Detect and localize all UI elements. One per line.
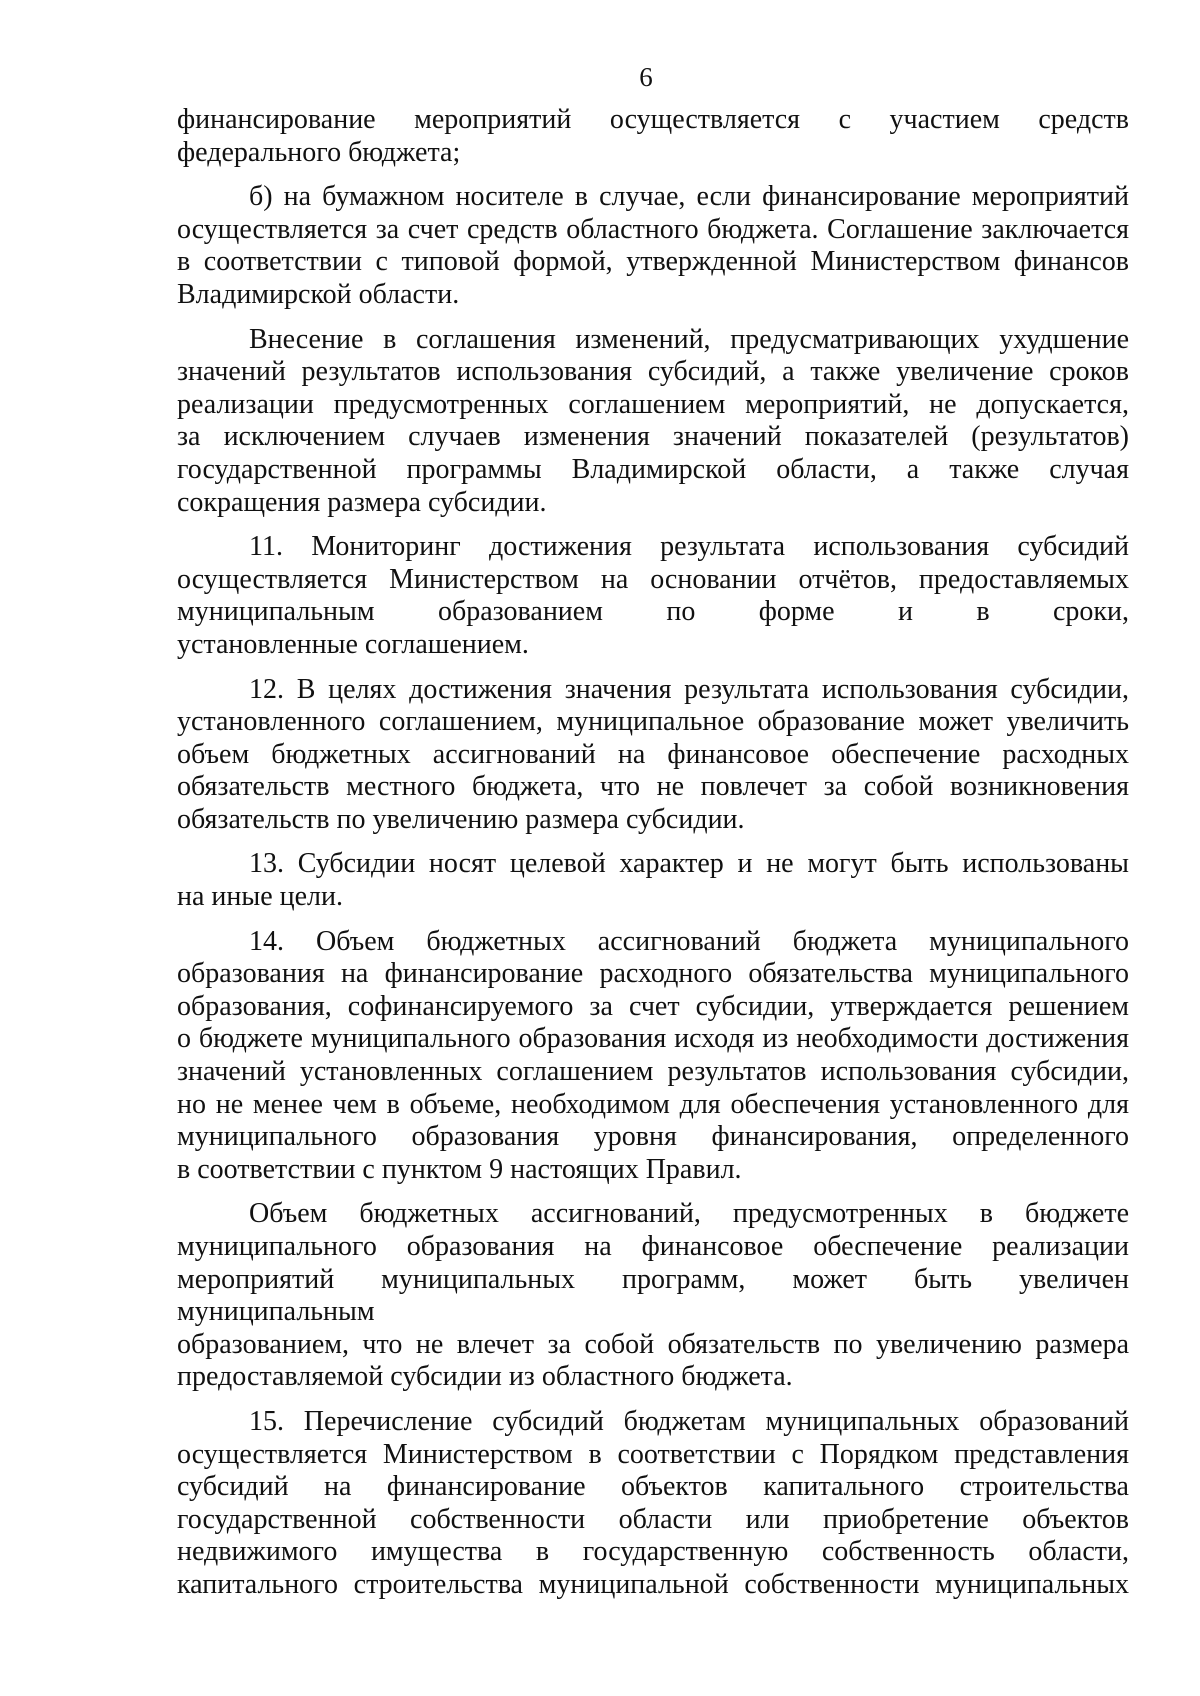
paragraph: [177, 848, 1129, 913]
text-line: Владимирской области.: [177, 278, 460, 310]
text-line: недвижимого имущества в государственную собственность области,: [177, 1536, 1129, 1568]
text-line: в соответствии с пунктом 9 настоящих Правил.: [177, 1153, 742, 1185]
text-line: реализации предусмотренных соглашением мероприятий, не допускается,: [177, 388, 1129, 420]
text-line: Объем бюджетных ассигнований, предусмотренных в бюджете: [249, 1198, 1129, 1230]
text-line: образования, софинансируемого за счет субсидии, утверждается решением: [177, 990, 1129, 1022]
text-line: на иные цели.: [177, 881, 343, 913]
text-line: муниципального образования уровня финансирования, определенного: [177, 1121, 1129, 1153]
document-body: [177, 104, 1129, 1614]
text-line: осуществляется Министерством на основании отчётов, предоставляемых: [177, 563, 1129, 595]
text-line: Внесение в соглашения изменений, предусматривающих ухудшение: [249, 323, 1129, 355]
text-line: предоставляемой субсидии из областного бюджета.: [177, 1361, 793, 1393]
text-line: муниципального образования на финансовое обеспечение реализации: [177, 1231, 1129, 1262]
text-line: финансирование мероприятий осуществляется с участием средств: [177, 104, 1129, 135]
text-line: 15. Перечисление субсидий бюджетам муниципальных образований: [249, 1405, 1129, 1437]
text-line: за исключением случаев изменения значений показателей (результатов): [177, 421, 1129, 453]
text-line: объем бюджетных ассигнований на финансовое обеспечение расходных: [177, 738, 1129, 770]
text-line: но не менее чем в объеме, необходимом для обеспечения установленного для: [177, 1088, 1129, 1120]
paragraph: [177, 1198, 1129, 1394]
text-line: 12. В целях достижения значения результата использования субсидии,: [249, 673, 1129, 705]
text-line: государственной программы Владимирской области, а также случая: [177, 453, 1129, 485]
page-number: 6: [639, 62, 653, 92]
text-line: осуществляется Министерством в соответствии с Порядком представления: [177, 1438, 1129, 1470]
text-line: образованием, что не влечет за собой обязательств по увеличению размера: [177, 1328, 1129, 1360]
text-line: сокращения размера субсидии.: [177, 486, 547, 518]
paragraph: [177, 1406, 1129, 1602]
text-line: образования на финансирование расходного обязательства муниципального: [177, 958, 1129, 990]
text-line: обязательств местного бюджета, что не повлечет за собой возникновения: [177, 771, 1129, 803]
paragraph: [177, 674, 1129, 837]
text-line: федерального бюджета;: [177, 136, 461, 168]
paragraph: [177, 926, 1129, 1187]
text-line: субсидий на финансирование объектов капитального строительства: [177, 1471, 1129, 1503]
text-line: государственной собственности области или приобретение объектов: [177, 1503, 1129, 1535]
text-line: 13. Субсидии носят целевой характер и не могут быть использованы: [249, 848, 1129, 880]
text-line: 11. Мониторинг достижения результата использования субсидий: [249, 531, 1129, 563]
text-line: б) на бумажном носителе в случае, если финансирование мероприятий: [249, 181, 1129, 213]
text-line: 14. Объем бюджетных ассигнований бюджета муниципального: [249, 925, 1129, 957]
text-line: муниципальным образованием по форме и в сроки,: [177, 596, 1129, 628]
paragraph: [177, 104, 1129, 169]
text-line: значений установленных соглашением результатов использования субсидии,: [177, 1056, 1129, 1088]
text-line: в соответствии с типовой формой, утвержденной Министерством финансов: [177, 246, 1129, 278]
text-line: установленные соглашением.: [177, 628, 529, 660]
paragraph: [177, 531, 1129, 661]
text-line: значений результатов использования субсидий, а также увеличение сроков: [177, 356, 1129, 388]
text-line: мероприятий муниципальных программ, может быть увеличен муниципальным: [177, 1263, 1129, 1328]
text-line: осуществляется за счет средств областного бюджета. Соглашение заключается: [177, 213, 1129, 245]
text-line: о бюджете муниципального образования исходя из необходимости достижения: [177, 1023, 1129, 1055]
paragraph: [177, 324, 1129, 520]
text-line: капитального строительства муниципальной собственности муниципальных: [177, 1568, 1129, 1600]
paragraph: [177, 181, 1129, 311]
text-line: обязательств по увеличению размера субсидии.: [177, 803, 745, 835]
text-line: установленного соглашением, муниципальное образование может увеличить: [177, 706, 1129, 738]
